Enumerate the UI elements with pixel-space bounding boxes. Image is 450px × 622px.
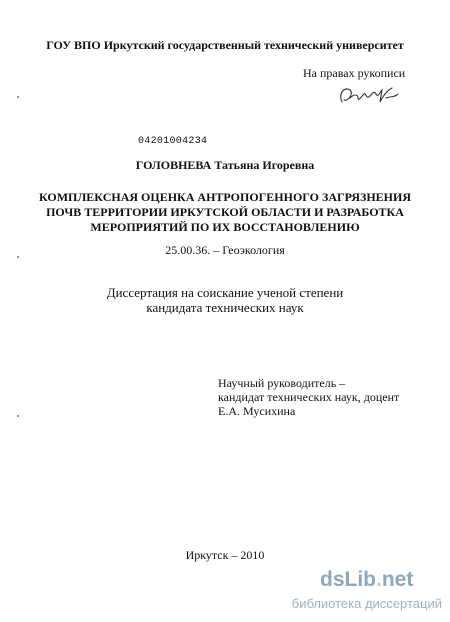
supervisor-name: Е.А. Мусихина xyxy=(218,404,296,418)
title-line-3: МЕРОПРИЯТИЙ ПО ИХ ВОССТАНОВЛЕНИЮ xyxy=(90,220,360,234)
scan-dot xyxy=(17,256,19,258)
supervisor-title: кандидат технических наук, доцент xyxy=(218,390,400,404)
manuscript-note: На правах рукописи xyxy=(303,66,406,80)
scan-dot xyxy=(17,96,19,98)
title-line-2: ПОЧВ ТЕРРИТОРИИ ИРКУТСКОЙ ОБЛАСТИ И РАЗРАБОТКА xyxy=(46,205,404,219)
watermark-logo-left: dsLib xyxy=(320,568,376,591)
scan-dot xyxy=(17,415,19,417)
watermark-logo-right: net xyxy=(381,568,414,591)
watermark-logo-dot: . xyxy=(376,568,382,591)
city-year: Иркутск – 2010 xyxy=(185,548,265,562)
watermark-caption: библиотека диссертаций xyxy=(291,596,442,611)
author-name: ГОЛОВНЕВА Татьяна Игоревна xyxy=(135,158,315,172)
supervisor-label: Научный руководитель – xyxy=(218,376,346,390)
title-line-1: КОМПЛЕКСНАЯ ОЦЕНКА АНТРОПОГЕННОГО ЗАГРЯЗНЕНИЯ xyxy=(38,190,412,204)
specialty-code: 25.00.36. – Геоэкология xyxy=(165,243,285,257)
institution-header: ГОУ ВПО Иркутский государственный технический университет xyxy=(46,38,404,52)
degree-line-2: кандидата технических наук xyxy=(146,300,304,315)
degree-line-1: Диссертация на соискание ученой степени xyxy=(106,285,344,300)
signature-icon xyxy=(336,80,406,110)
document-number: 04201004234 xyxy=(138,136,208,147)
watermark-logo xyxy=(320,568,440,592)
